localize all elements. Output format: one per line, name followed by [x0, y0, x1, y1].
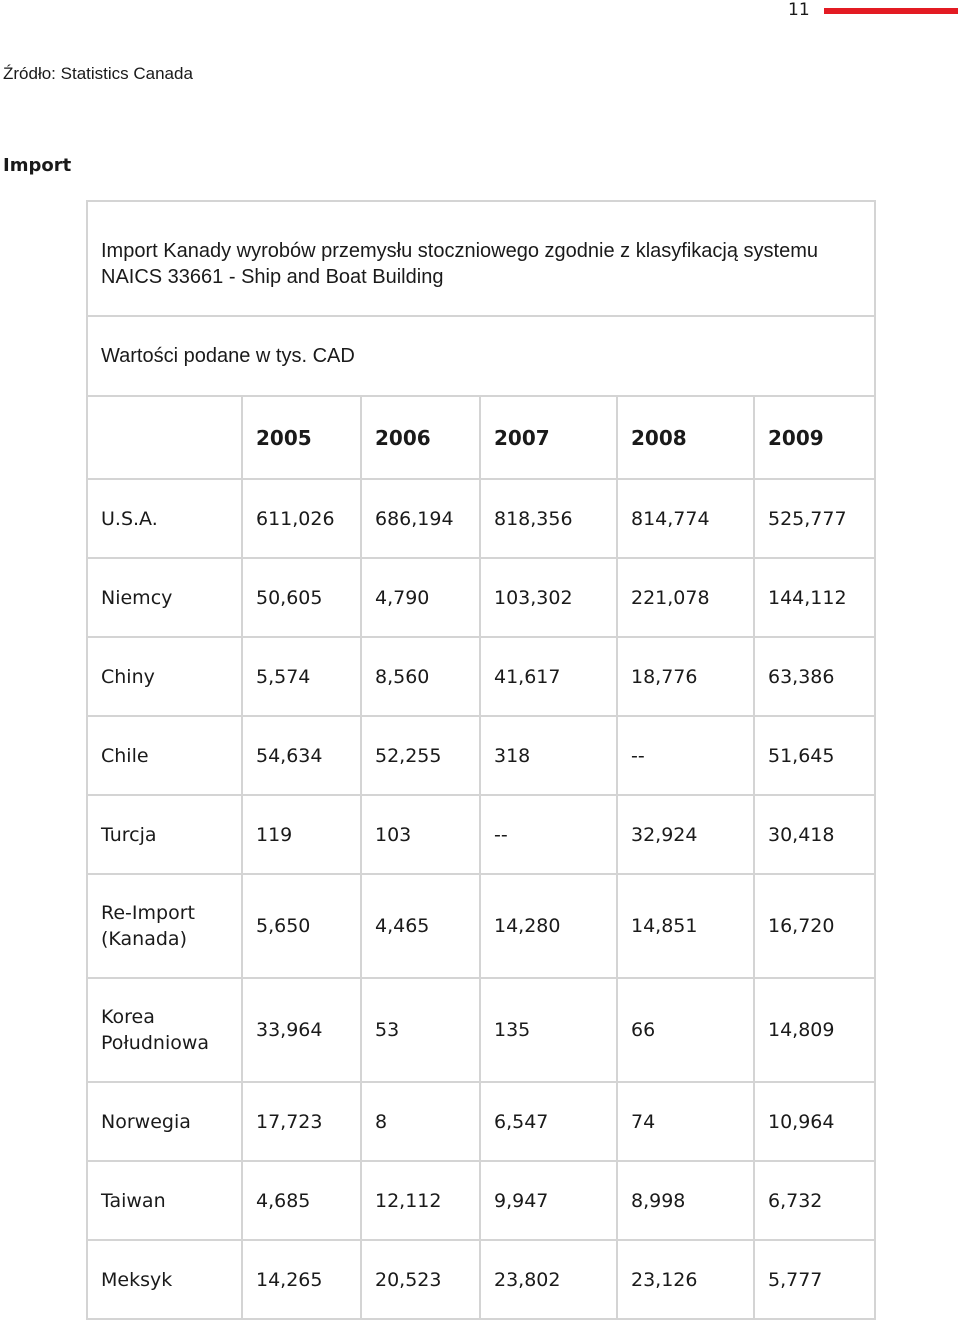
value-cell: 6,547: [480, 1082, 617, 1161]
value-cell: 5,777: [754, 1240, 875, 1319]
table-row: [87, 795, 875, 874]
value-cell: 32,924: [617, 795, 754, 874]
country-cell: Re-Import (Kanada): [87, 874, 242, 978]
value-cell: 12,112: [361, 1161, 480, 1240]
table-row: [87, 1082, 875, 1161]
value-cell: 30,418: [754, 795, 875, 874]
year-header: 2006: [361, 396, 480, 479]
value-cell: 5,650: [242, 874, 361, 978]
table-row: [87, 558, 875, 637]
value-cell: 611,026: [242, 479, 361, 558]
value-cell: 14,265: [242, 1240, 361, 1319]
value-cell: 16,720: [754, 874, 875, 978]
value-cell: 9,947: [480, 1161, 617, 1240]
value-cell: 6,732: [754, 1161, 875, 1240]
import-table: [86, 200, 876, 1320]
section-heading: Import: [3, 155, 72, 176]
table-units: Wartości podane w tys. CAD: [87, 316, 875, 396]
table-row: [87, 716, 875, 795]
value-cell: 318: [480, 716, 617, 795]
value-cell: 50,605: [242, 558, 361, 637]
country-cell: Taiwan: [87, 1161, 242, 1240]
value-cell: 33,964: [242, 978, 361, 1082]
value-cell: 23,802: [480, 1240, 617, 1319]
value-cell: 14,851: [617, 874, 754, 978]
value-cell: 41,617: [480, 637, 617, 716]
source-note: Źródło: Statistics Canada: [3, 64, 193, 83]
value-cell: 4,790: [361, 558, 480, 637]
value-cell: 8,560: [361, 637, 480, 716]
value-cell: 144,112: [754, 558, 875, 637]
value-cell: 17,723: [242, 1082, 361, 1161]
value-cell: 4,685: [242, 1161, 361, 1240]
table-row: [87, 1240, 875, 1319]
country-cell: Niemcy: [87, 558, 242, 637]
value-cell: 8,998: [617, 1161, 754, 1240]
value-cell: 8: [361, 1082, 480, 1161]
value-cell: 54,634: [242, 716, 361, 795]
value-cell: 103,302: [480, 558, 617, 637]
value-cell: 135: [480, 978, 617, 1082]
value-cell: --: [617, 716, 754, 795]
year-header-row: [87, 396, 875, 479]
value-cell: 14,280: [480, 874, 617, 978]
value-cell: 20,523: [361, 1240, 480, 1319]
year-header: 2009: [754, 396, 875, 479]
value-cell: 5,574: [242, 637, 361, 716]
value-cell: 14,809: [754, 978, 875, 1082]
value-cell: 52,255: [361, 716, 480, 795]
value-cell: 53: [361, 978, 480, 1082]
country-cell: Meksyk: [87, 1240, 242, 1319]
value-cell: 221,078: [617, 558, 754, 637]
value-cell: 4,465: [361, 874, 480, 978]
value-cell: 23,126: [617, 1240, 754, 1319]
country-cell: Korea Południowa: [87, 978, 242, 1082]
value-cell: 103: [361, 795, 480, 874]
value-cell: 119: [242, 795, 361, 874]
value-cell: 525,777: [754, 479, 875, 558]
country-cell: U.S.A.: [87, 479, 242, 558]
table-row: [87, 1161, 875, 1240]
value-cell: 66: [617, 978, 754, 1082]
table-row: [87, 978, 875, 1082]
year-header: 2007: [480, 396, 617, 479]
country-cell: Chiny: [87, 637, 242, 716]
year-header: 2008: [617, 396, 754, 479]
value-cell: 51,645: [754, 716, 875, 795]
value-cell: 10,964: [754, 1082, 875, 1161]
value-cell: 63,386: [754, 637, 875, 716]
country-cell: Norwegia: [87, 1082, 242, 1161]
year-header: 2005: [242, 396, 361, 479]
page-number: 11: [788, 0, 810, 20]
value-cell: 686,194: [361, 479, 480, 558]
country-cell: Turcja: [87, 795, 242, 874]
value-cell: 818,356: [480, 479, 617, 558]
country-cell: Chile: [87, 716, 242, 795]
value-cell: 18,776: [617, 637, 754, 716]
year-header-empty: [87, 396, 242, 479]
value-cell: 814,774: [617, 479, 754, 558]
value-cell: --: [480, 795, 617, 874]
table-title: Import Kanady wyrobów przemysłu stoczniowego zgodnie z klasyfikacją systemu NAICS 33661 - Ship and Boat Building: [87, 201, 875, 316]
value-cell: 74: [617, 1082, 754, 1161]
header-accent-bar: [824, 8, 958, 14]
table-row: [87, 874, 875, 978]
table-row: [87, 637, 875, 716]
table-row: [87, 479, 875, 558]
